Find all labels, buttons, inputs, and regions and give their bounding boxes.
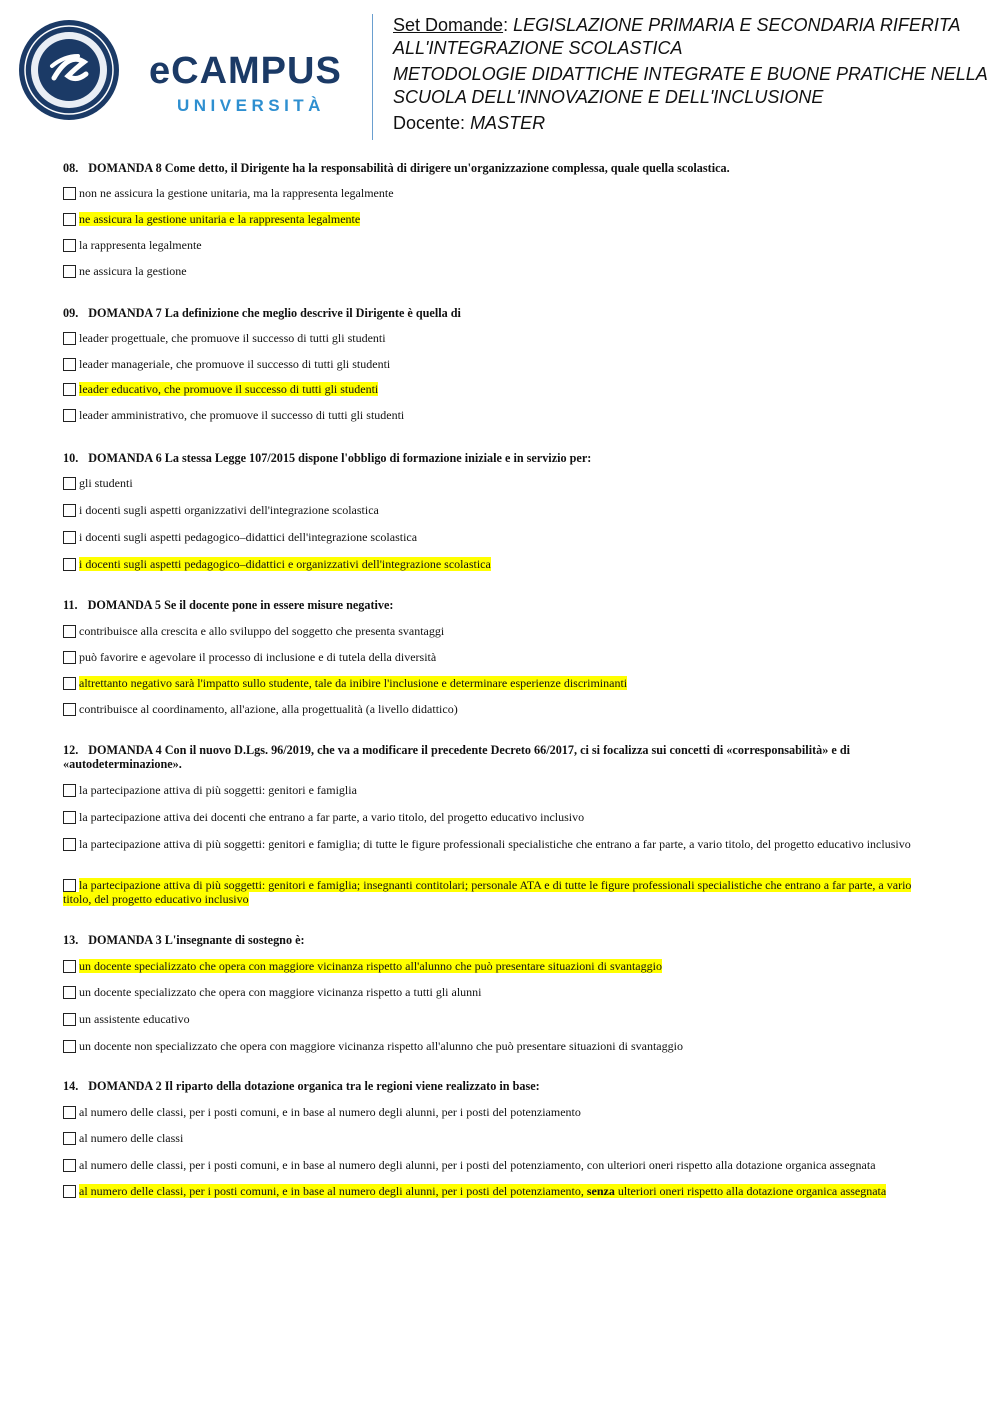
answer-option[interactable]: contribuisce alla crescita e allo sviluppo del soggetto che presenta svantaggi <box>63 624 923 638</box>
answer-option[interactable]: un docente specializzato che opera con maggiore vicinanza rispetto a tutti gli alunni <box>63 985 923 999</box>
answer-option[interactable]: può favorire e agevolare il processo di inclusione e di tutela della diversità <box>63 650 923 664</box>
answer-option[interactable]: ne assicura la gestione unitaria e la rappresenta legalmente <box>63 212 923 226</box>
highlighted-answer: al numero delle classi, per i posti comuni, e in base al numero degli alunni, per i posti del potenziamento, senza ulteriori oneri rispetto alla dotazione organica assegnata <box>79 1184 887 1198</box>
question-title: 13. DOMANDA 3 L'insegnante di sostegno è: <box>63 933 305 947</box>
answer-option[interactable]: un docente specializzato che opera con maggiore vicinanza rispetto all'alunno che può presentare situazioni di svantaggio <box>63 959 923 973</box>
answer-option[interactable]: leader amministrativo, che promuove il successo di tutti gli studenti <box>63 408 923 422</box>
question-block <box>63 933 933 1053</box>
checkbox[interactable] <box>63 625 76 638</box>
header-divider <box>372 14 373 140</box>
answer-option[interactable]: ne assicura la gestione <box>63 264 923 278</box>
checkbox[interactable] <box>63 1132 76 1145</box>
checkbox[interactable] <box>63 811 76 824</box>
answer-option[interactable]: la partecipazione attiva di più soggetti: genitori e famiglia; di tutte le figure professionali specialistiche che entrano a far parte, a vario titolo, del progetto educativo inclusivo <box>63 837 923 851</box>
set-title-2: METODOLOGIE DIDATTICHE INTEGRATE E BUONE PRATICHE NELLA SCUOLA DELL'INNOVAZIONE E DELL'INCLUSIONE <box>393 64 988 107</box>
question-block <box>63 743 933 906</box>
checkbox[interactable] <box>63 838 76 851</box>
question-title: 11. DOMANDA 5 Se il docente pone in essere misure negative: <box>63 598 394 612</box>
checkbox[interactable] <box>63 383 76 396</box>
answer-option[interactable]: al numero delle classi, per i posti comuni, e in base al numero degli alunni, per i posti del potenziamento <box>63 1105 923 1119</box>
question-block <box>63 451 933 571</box>
answer-option[interactable]: contribuisce al coordinamento, all'azione, alla progettualità (a livello didattico) <box>63 702 923 716</box>
question-block <box>63 598 933 716</box>
answer-option[interactable]: un assistente educativo <box>63 1012 923 1026</box>
set-title-1: LEGISLAZIONE PRIMARIA E SECONDARIA RIFERITA ALL'INTEGRAZIONE SCOLASTICA <box>393 15 960 58</box>
question-block <box>63 306 933 422</box>
checkbox[interactable] <box>63 1013 76 1026</box>
checkbox[interactable] <box>63 879 76 892</box>
checkbox[interactable] <box>63 960 76 973</box>
answer-option[interactable]: leader manageriale, che promuove il successo di tutti gli studenti <box>63 357 923 371</box>
question-title: 12. DOMANDA 4 Con il nuovo D.Lgs. 96/2019, che va a modificare il precedente Decreto 66/2017, ci si focalizza sui concetti di «corresponsabilità» e di «autodeterminazione». <box>63 743 850 771</box>
answer-option[interactable]: la partecipazione attiva dei docenti che entrano a far parte, a vario titolo, del progetto educativo inclusivo <box>63 810 923 824</box>
checkbox[interactable] <box>63 265 76 278</box>
logo-brand-sub: UNIVERSITÀ <box>177 96 325 115</box>
checkbox[interactable] <box>63 1159 76 1172</box>
checkbox[interactable] <box>63 986 76 999</box>
checkbox[interactable] <box>63 332 76 345</box>
question-title: 14. DOMANDA 2 Il riparto della dotazione organica tra le regioni viene realizzato in base: <box>63 1079 540 1093</box>
docente-line <box>393 112 993 135</box>
answer-option[interactable]: la partecipazione attiva di più soggetti: genitori e famiglia <box>63 783 923 797</box>
checkbox[interactable] <box>63 477 76 490</box>
docente-label: Docente: <box>393 113 466 133</box>
answer-option[interactable]: la partecipazione attiva di più soggetti: genitori e famiglia; insegnanti contitolari; personale ATA e di tutte le figure professionali specialistiche che entrano a far parte, a vario titolo, del progetto educativo inclusivo <box>63 878 912 906</box>
answer-option[interactable]: al numero delle classi <box>63 1131 923 1145</box>
ecampus-logo <box>14 12 359 122</box>
checkbox[interactable] <box>63 1106 76 1119</box>
question-title: 09. DOMANDA 7 La definizione che meglio descrive il Dirigente è quella di <box>63 306 461 320</box>
answer-option[interactable]: la rappresenta legalmente <box>63 238 923 252</box>
answer-option[interactable]: i docenti sugli aspetti pedagogico–didattici dell'integrazione scolastica <box>63 530 923 544</box>
set-domande-label: Set Domande <box>393 15 504 35</box>
set-domande-line: Set Domande: LEGISLAZIONE PRIMARIA E SECONDARIA RIFERITA ALL'INTEGRAZIONE SCOLASTICA <box>393 15 960 58</box>
checkbox[interactable] <box>63 531 76 544</box>
answer-option[interactable]: leader educativo, che promuove il successo di tutti gli studenti <box>63 382 923 396</box>
docente-value: MASTER <box>470 113 546 133</box>
answer-option[interactable]: i docenti sugli aspetti organizzativi dell'integrazione scolastica <box>63 503 923 517</box>
checkbox[interactable] <box>63 1040 76 1053</box>
answer-option[interactable]: altrettanto negativo sarà l'impatto sullo studente, tale da inibire l'inclusione e determinare esperienze discriminanti <box>63 676 923 690</box>
answer-option[interactable]: non ne assicura la gestione unitaria, ma la rappresenta legalmente <box>63 186 923 200</box>
checkbox[interactable] <box>63 677 76 690</box>
checkbox[interactable] <box>63 1185 76 1198</box>
answer-option[interactable]: al numero delle classi, per i posti comuni, e in base al numero degli alunni, per i posti del potenziamento, con ulteriori oneri rispetto alla dotazione organica assegnata <box>63 1158 923 1172</box>
checkbox[interactable] <box>63 651 76 664</box>
answer-option[interactable]: leader progettuale, che promuove il successo di tutti gli studenti <box>63 331 923 345</box>
checkbox[interactable] <box>63 358 76 371</box>
logo-brand-name: eCAMPUS <box>149 50 342 92</box>
checkbox[interactable] <box>63 504 76 517</box>
checkbox[interactable] <box>63 409 76 422</box>
checkbox[interactable] <box>63 187 76 200</box>
answer-option[interactable] <box>63 1184 923 1198</box>
checkbox[interactable] <box>63 703 76 716</box>
checkbox[interactable] <box>63 239 76 252</box>
ecampus-seal-icon <box>14 12 124 122</box>
checkbox[interactable] <box>63 558 76 571</box>
question-block <box>63 1079 933 1198</box>
question-title: 10. DOMANDA 6 La stessa Legge 107/2015 dispone l'obbligo di formazione iniziale e in servizio per: <box>63 451 592 465</box>
answer-option[interactable]: un docente non specializzato che opera con maggiore vicinanza rispetto all'alunno che può presentare situazioni di svantaggio <box>63 1039 923 1053</box>
question-title: 08. DOMANDA 8 Come detto, il Dirigente ha la responsabilità di dirigere un'organizzazione complessa, quale quella scolastica. <box>63 161 730 175</box>
answer-option[interactable]: i docenti sugli aspetti pedagogico–didattici e organizzativi dell'integrazione scolastica <box>63 557 923 571</box>
answer-option[interactable]: gli studenti <box>63 476 923 490</box>
checkbox[interactable] <box>63 784 76 797</box>
checkbox[interactable] <box>63 213 76 226</box>
question-block <box>63 161 933 278</box>
header-info <box>393 14 993 135</box>
